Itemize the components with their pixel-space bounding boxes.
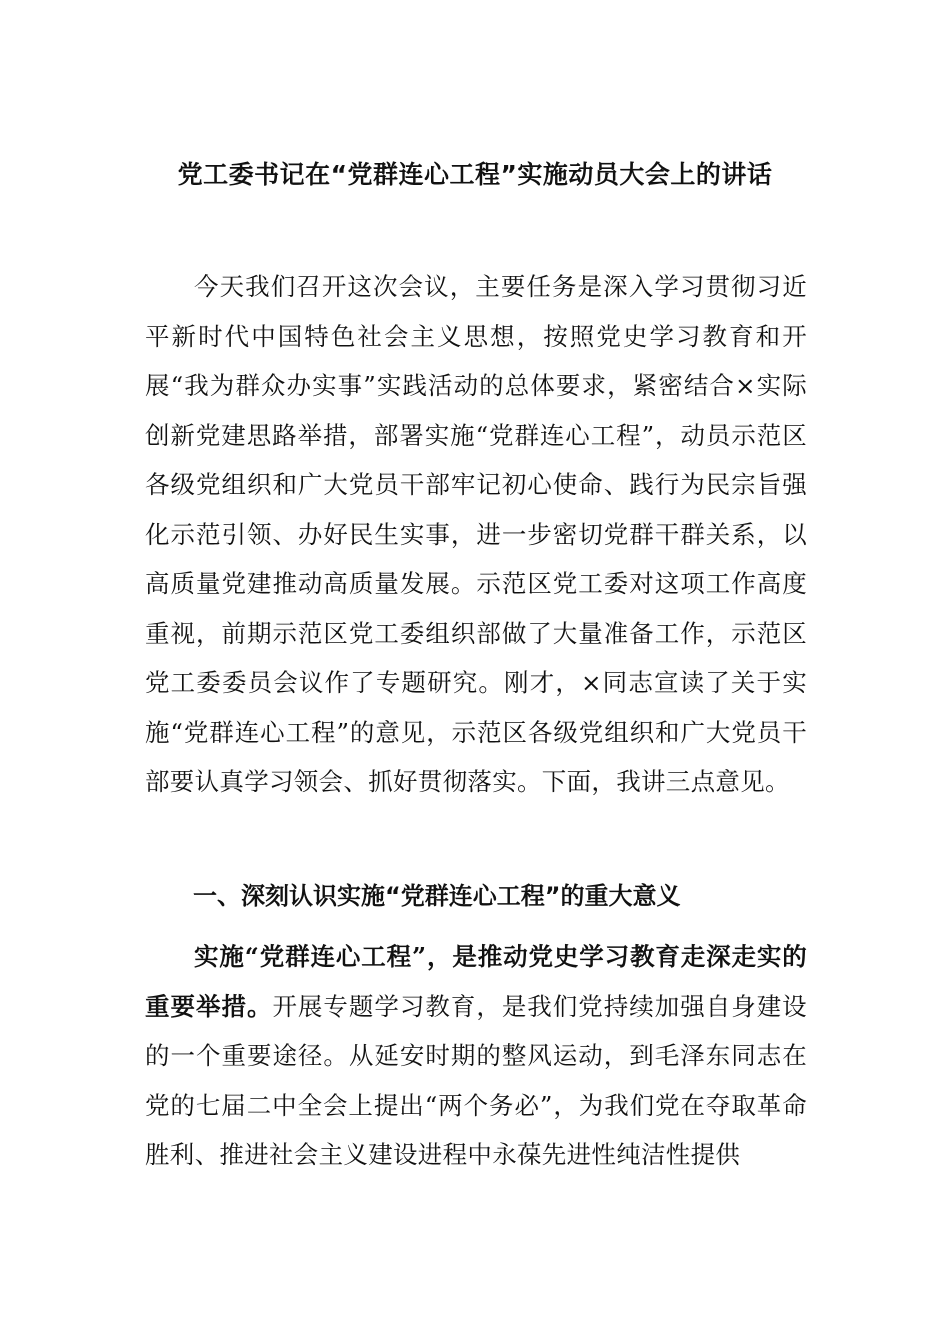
section-heading: 一、深刻认识实施“党群连心工程”的重大意义 (193, 882, 681, 910)
body-paragraph (145, 932, 807, 1180)
document-title: 党工委书记在“党群连心工程”实施动员大会上的讲话 (177, 160, 773, 189)
paragraph-text: 开展专题学习教育，是我们党持续加强自身建设的一个重要途径。从延安时期的整风运动，到毛泽东同志在党的七届二中全会上提出“两个务必”，为我们党在夺取革命胜利、推进社会主义建设进程中永葆先进性纯洁性提供 (145, 991, 807, 1169)
paragraph-lead-bold: 实施“党群连心工程”，是推动党史学习教育走深走实的重要举措。 (145, 942, 807, 1021)
body-paragraph: 今天我们召开这次会议，主要任务是深入学习贯彻习近平新时代中国特色社会主义思想，按照党史学习教育和开展“我为群众办实事”实践活动的总体要求，紧密结合×实际创新党建思路举措，部署实施“党群连心工程”，动员示范区各级党组织和广大党员干部牢记初心使命、践行为民宗旨强化示范引领、办好民生实事，进一步密切党群干群关系，以高质量党建推动高质量发展。示范区党工委对这项工作高度重视，前期示范区党工委组织部做了大量准备工作，示范区党工委委员会议作了专题研究。刚才，×同志宣读了关于实施“党群连心工程”的意见，示范区各级党组织和广大党员干部要认真学习领会、抓好贯彻落实。下面，我讲三点意见。 (145, 272, 807, 796)
